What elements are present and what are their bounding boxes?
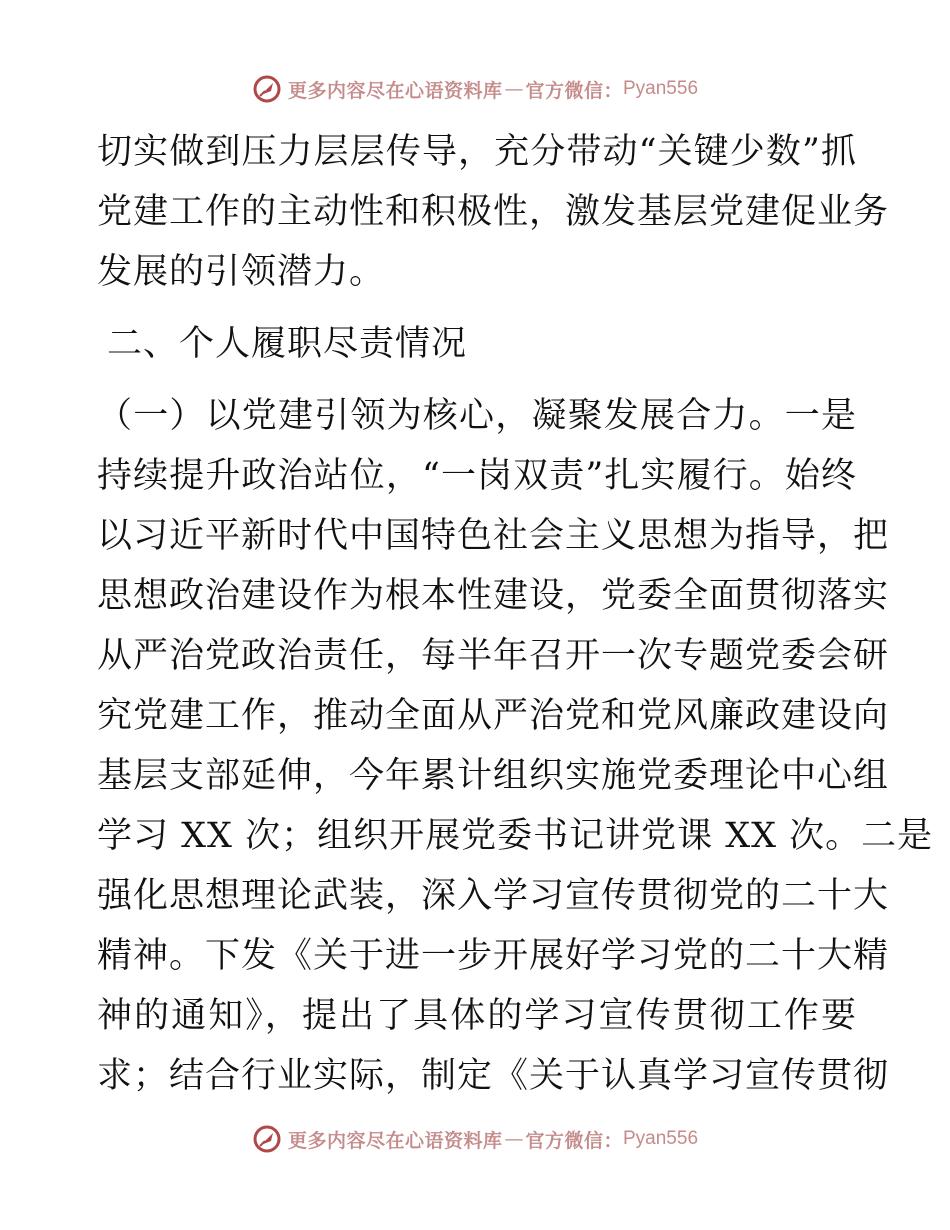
- watermark-label: 官方微信：: [525, 1129, 623, 1152]
- header-watermark: [0, 72, 950, 106]
- footer-watermark: [0, 1122, 950, 1156]
- watermark-wechat-id: Pyan556: [623, 78, 699, 99]
- watermark-dash: —: [504, 1128, 524, 1150]
- paragraph-1: [97, 122, 890, 302]
- text-line: （一）以党建引领为核心，凝聚发展合力。一是: [97, 396, 857, 436]
- quill-seal-icon: [252, 74, 282, 104]
- document-body: [97, 122, 934, 1106]
- text-line: 切实做到压力层层传导，充分带动“关键少数”抓: [97, 132, 857, 172]
- text-line: 思想政治建设作为根本性建设，党委全面贯彻落实: [97, 576, 890, 616]
- watermark-wechat-id: Pyan556: [623, 1128, 699, 1149]
- text-line: 基层支部延伸，今年累计组织实施党委理论中心组: [97, 756, 890, 796]
- section-heading: 二、个人履职尽责情况: [107, 324, 468, 364]
- text-line: 持续提升政治站位，“一岗双责”扎实履行。始终: [97, 456, 857, 496]
- watermark-text: 更多内容尽在心语资料库: [287, 79, 503, 102]
- text-line: 以习近平新时代中国特色社会主义思想为指导，把: [97, 516, 890, 556]
- text-line: 究党建工作，推动全面从严治党和党风廉政建设向: [97, 696, 890, 736]
- watermark-dash: —: [504, 78, 524, 100]
- text-line: 强化思想理论武装，深入学习宣传贯彻党的二十大: [97, 876, 890, 916]
- text-line: 发展的引领潜力。: [97, 252, 386, 292]
- text-line: 学习 XX 次；组织开展党委书记讲党课 XX 次。二是: [97, 816, 934, 856]
- watermark-text: 更多内容尽在心语资料库: [287, 1129, 503, 1152]
- quill-seal-icon: [252, 1124, 282, 1154]
- watermark-label: 官方微信：: [525, 79, 623, 102]
- text-line: 从严治党政治责任，每半年召开一次专题党委会研: [97, 636, 890, 676]
- text-line: 神的通知》，提出了具体的学习宣传贯彻工作要: [97, 996, 857, 1036]
- paragraph-2: [97, 386, 934, 1106]
- text-line: 精神。下发《关于进一步开展好学习党的二十大精: [97, 936, 890, 976]
- text-line: 党建工作的主动性和积极性，激发基层党建促业务: [97, 192, 890, 232]
- text-line: 求；结合行业实际，制定《关于认真学习宣传贯彻: [97, 1056, 890, 1096]
